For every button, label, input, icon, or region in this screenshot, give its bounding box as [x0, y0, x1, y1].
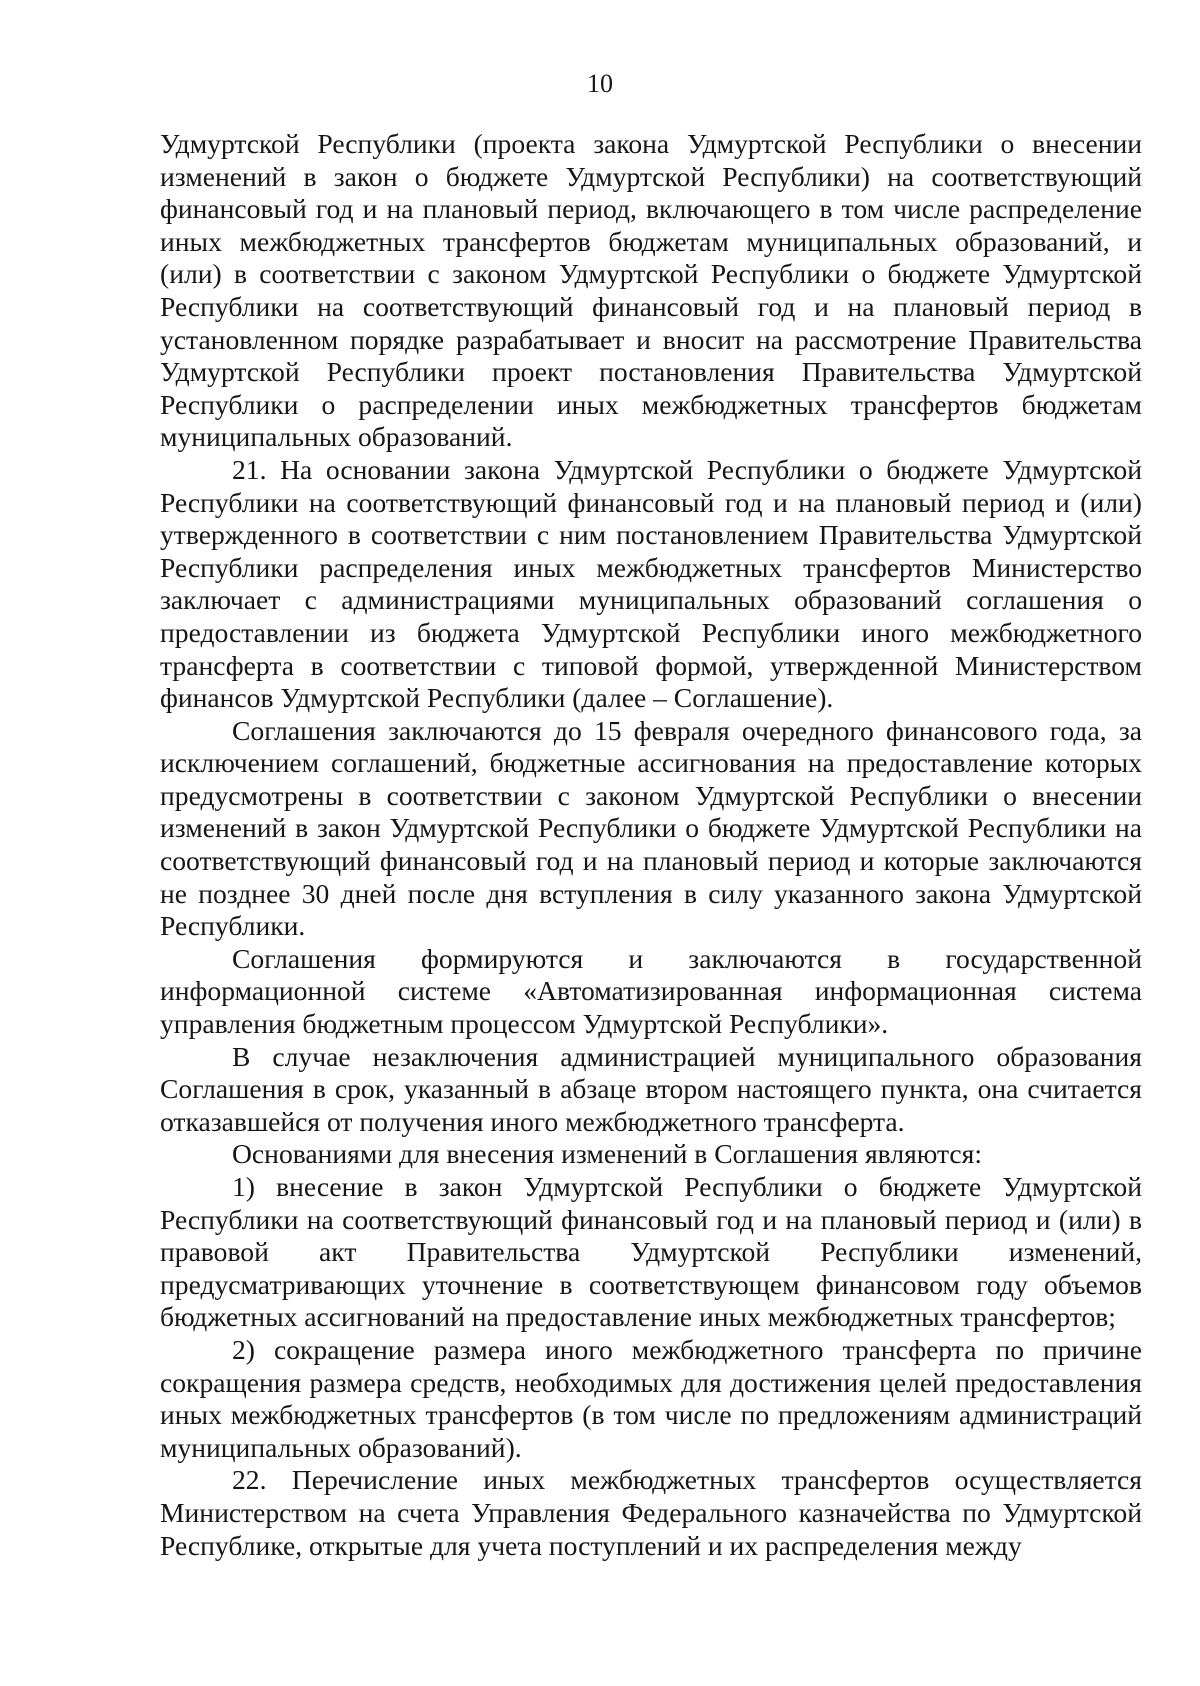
paragraph-non-conclusion: В случае незаключения администрацией муниципального образования Соглашения в срок, указанный в абзаце втором настоящего пункта, она считается отказавшейся от получения иного межбюджетного трансферта.	[160, 1040, 1142, 1137]
paragraph-item-22: 22. Перечисление иных межбюджетных трансфертов осуществляется Министерством на счета Управления Федерального казначейства по Удмуртской Республике, открытые для учета поступлений и их распределения между	[160, 1464, 1142, 1561]
paragraph-grounds-intro: Основаниями для внесения изменений в Соглашения являются:	[232, 1138, 983, 1170]
paragraph-item-21: 21. На основании закона Удмуртской Республики о бюджете Удмуртской Республики на соответствующий финансовый год и на плановый период и (или) утвержденного в соответствии с ним постановлением Правительства Удмуртской Республики распределения иных межбюджетных трансфертов Министерство заключает с администрациями муниципальных образований соглашения о предоставлении из бюджета Удмуртской Республики иного межбюджетного трансферта в соответствии с типовой формой, утвержденной Министерством финансов Удмуртской Республики (далее – Соглашение).	[160, 453, 1142, 714]
paragraph-continuation: Удмуртской Республики (проекта закона Удмуртской Республики о внесении изменений в закон о бюджете Удмуртской Республики) на соответствующий финансовый год и на плановый период, включающего в том числе распределение иных межбюджетных трансфертов бюджетам муниципальных образований, и (или) в соответствии с законом Удмуртской Республики о бюджете Удмуртской Республики на соответствующий финансовый год и на плановый период в установленном порядке разрабатывает и вносит на рассмотрение Правительства Удмуртской Республики проект постановления Правительства Удмуртской Республики о распределении иных межбюджетных трансфертов бюджетам муниципальных образований.	[160, 128, 1142, 453]
paragraph-agreements-system: Соглашения формируются и заключаются в государственной информационной системе «Автоматизированная информационная система управления бюджетным процессом Удмуртской Республики».	[160, 942, 1142, 1040]
paragraph-ground-1: 1) внесение в закон Удмуртской Республики о бюджете Удмуртской Республики на соответствующий финансовый год и на плановый период и (или) в правовой акт Правительства Удмуртской Республики изменений, предусматривающих уточнение в соответствующем финансовом году объемов бюджетных ассигнований на предоставление иных межбюджетных трансфертов;	[160, 1171, 1142, 1333]
page-number: 10	[587, 69, 613, 98]
paragraph-ground-2: 2) сокращение размера иного межбюджетного трансферта по причине сокращения размера средств, необходимых для достижения целей предоставления иных межбюджетных трансфертов (в том числе по предложениям администраций муниципальных образований).	[160, 1333, 1142, 1463]
document-body	[160, 128, 1142, 1562]
paragraph-agreements-deadline: Соглашения заключаются до 15 февраля очередного финансового года, за исключением соглашений, бюджетные ассигнования на предоставление которых предусмотрены в соответствии с законом Удмуртской Республики о внесении изменений в закон Удмуртской Республики о бюджете Удмуртской Республики на соответствующий финансовый год и на плановый период и которые заключаются не позднее 30 дней после дня вступления в силу указанного закона Удмуртской Республики.	[160, 714, 1142, 942]
